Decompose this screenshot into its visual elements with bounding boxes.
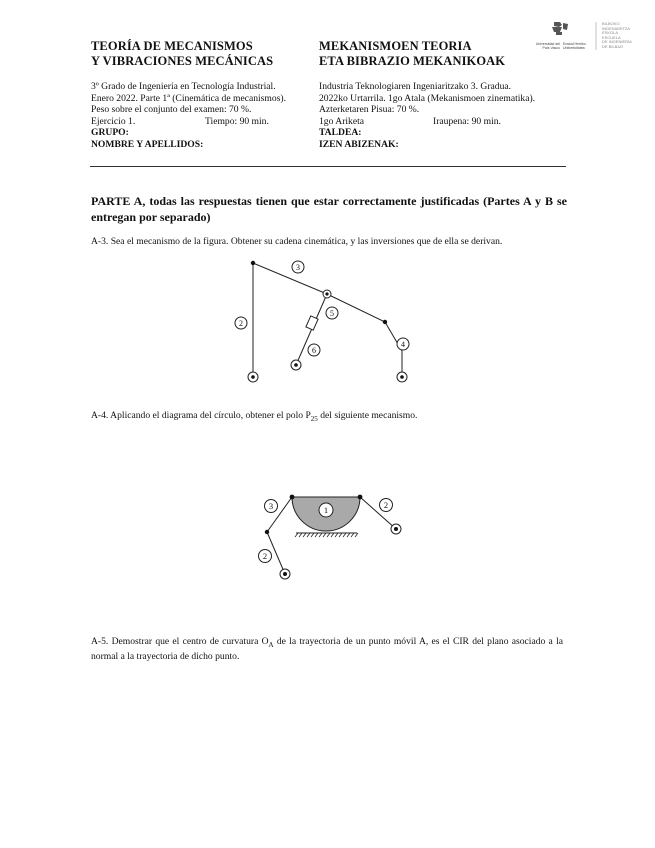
logo-school-line: ESKOLA [602, 30, 619, 36]
university-logo [530, 20, 640, 52]
info-left-line2: Enero 2022. Parte 1ª (Cinemática de mecanismos). [91, 92, 286, 104]
info-left-line1: 3º Grado de Ingeniería en Tecnología Industrial. [91, 81, 276, 92]
info-right-group: TALDEA: [319, 127, 362, 139]
info-left [91, 81, 286, 151]
logo-school-block [602, 22, 632, 50]
info-right-line2: 2022ko Urtarrila. 1go Atala (Mekanismoen zinematika). [319, 92, 536, 104]
fig1-label: 5 [330, 309, 334, 318]
info-right-time: Iraupena: 90 min. [433, 115, 501, 127]
question-a4-text: A-4. Aplicando el diagrama del círculo, obtener el polo P [91, 410, 311, 421]
question-a4-sub: 25 [310, 414, 318, 423]
question-a5-sub: A [268, 640, 274, 649]
question-a5 [91, 636, 563, 663]
info-right-exercise: 1go Ariketa [319, 115, 365, 127]
fig1-label: 6 [312, 346, 316, 355]
slider-block [306, 316, 318, 330]
header-right-title-line1: MEKANISMOEN TEORIA [319, 39, 472, 53]
info-left-time: Tiempo: 90 min. [205, 115, 269, 127]
info-left-name: NOMBRE Y APELLIDOS: [91, 138, 204, 150]
info-left-exercise: Ejercicio 1. [91, 115, 136, 127]
link-3 [253, 263, 327, 294]
fig1-label: 2 [239, 319, 243, 328]
header-divider [90, 166, 566, 167]
fig2-label: 2 [383, 500, 389, 510]
logo-text-es: Universidad del País Vasco [535, 42, 560, 50]
info-right-line1: Industria Teknologiaren Ingeniaritzako 3. Gradua. [319, 81, 512, 92]
logo-school-line: DE INGENIERÍA [602, 39, 632, 45]
logo-school-line: INGENIARITZA [602, 25, 631, 31]
mechanism-figure-a3 [225, 255, 425, 390]
question-a3: A-3. Sea el mecanismo de la figura. Obtener su cadena cinemática, y las inversiones que de ella se derivan. [91, 236, 503, 247]
question-a4-suffix: del siguiente mecanismo. [317, 410, 418, 421]
fig2-label: 1 [323, 505, 329, 515]
logo-school-line: DE BILBAO [602, 43, 624, 49]
info-left-group: GRUPO: [91, 127, 129, 139]
fig2-label: 2 [262, 551, 268, 561]
fig1-label: 3 [296, 263, 300, 272]
info-right [319, 81, 535, 151]
header-right-title-line2: ETA BIBRAZIO MEKANIKOAK [319, 54, 506, 68]
section-title: PARTE A, todas las respuestas tienen que estar correctamente justificadas (Partes A y B se entregan por separado) [91, 194, 567, 224]
logo-text-eu: Euskal Herriko Unibertsitatea [563, 42, 586, 50]
logo-school-line: ESCUELA [602, 34, 621, 40]
fig1-label: 4 [401, 340, 405, 349]
info-left-line3: Peso sobre el conjunto del examen: 70 %. [91, 104, 252, 116]
logo-school-line: BILBOKO [602, 21, 620, 26]
info-right-name: IZEN ABIZENAK: [319, 138, 399, 150]
fig2-label: 3 [268, 501, 274, 511]
header-left-title-line2: Y VIBRACIONES MECÁNICAS [91, 54, 274, 68]
header-left-title [91, 39, 273, 69]
question-a5-text: A-5. Demostrar que el centro de curvatura O [91, 636, 269, 647]
question-a4 [91, 410, 417, 425]
info-right-line3: Azterketaren Pisua: 70 %. [319, 104, 420, 116]
mechanism-figure-a4 [250, 485, 415, 585]
header-left-title-line1: TEORÍA DE MECANISMOS [91, 39, 253, 53]
header-right-title [319, 39, 505, 69]
question-a5-suffix: de la trayectoria de un punto móvil A, es el CIR del plano asociado a la normal a la trayectoria de dicho punto. [91, 636, 563, 662]
